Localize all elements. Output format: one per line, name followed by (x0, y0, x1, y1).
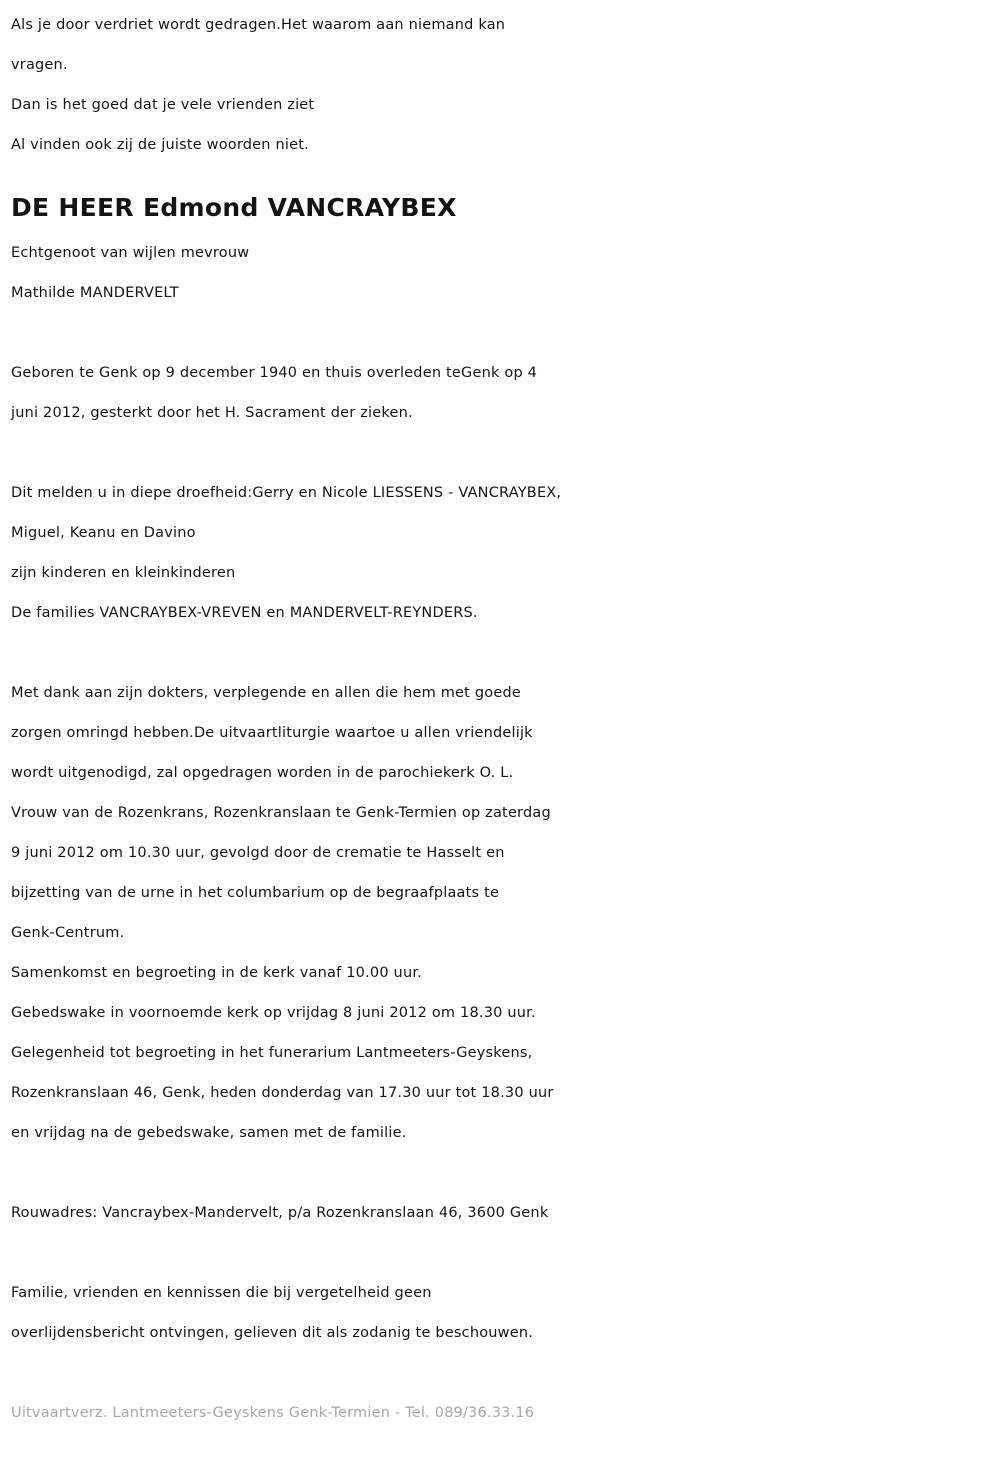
spacer (11, 1153, 991, 1193)
spouse-block (11, 233, 991, 313)
poem-block (11, 5, 991, 165)
spouse-line: Echtgenoot van wijlen mevrouw (11, 245, 250, 261)
family-line: Miguel, Keanu en Davino (11, 525, 196, 541)
birth-death-block (11, 353, 991, 433)
notice-block (11, 1273, 991, 1353)
family-line: De families VANCRAYBEX-VREVEN en MANDERVELT-REYNDERS. (11, 605, 478, 621)
deceased-name: DE HEER Edmond VANCRAYBEX (11, 193, 457, 222)
ceremony-line: Samenkomst en begroeting in de kerk vanaf 10.00 uur. (11, 965, 422, 981)
ceremony-line: wordt uitgenodigd, zal opgedragen worden in de parochiekerk O. L. (11, 765, 514, 781)
spacer (11, 313, 991, 353)
ceremony-line: zorgen omringd hebben.De uitvaartliturgie waartoe u allen vriendelijk (11, 725, 533, 741)
poem-line: Als je door verdriet wordt gedragen.Het waarom aan niemand kan (11, 17, 506, 33)
ceremony-line: en vrijdag na de gebedswake, samen met de familie. (11, 1125, 407, 1141)
ceremony-line: 9 juni 2012 om 10.30 uur, gevolgd door de crematie te Hasselt en (11, 845, 505, 861)
ceremony-line: Vrouw van de Rozenkrans, Rozenkranslaan te Genk-Termien op zaterdag (11, 805, 551, 821)
family-line: zijn kinderen en kleinkinderen (11, 565, 236, 581)
poem-line: Al vinden ook zij de juiste woorden niet. (11, 137, 309, 153)
ceremony-line: Gebedswake in voornoemde kerk op vrijdag 8 juni 2012 om 18.30 uur. (11, 1005, 536, 1021)
poem-line: Dan is het goed dat je vele vrienden ziet (11, 97, 315, 113)
spacer (11, 633, 991, 673)
poem-line: vragen. (11, 57, 68, 73)
birth-death-line: Geboren te Genk op 9 december 1940 en thuis overleden teGenk op 4 (11, 365, 538, 381)
obituary-notice (11, 0, 991, 1433)
family-block (11, 473, 991, 633)
ceremony-line: Gelegenheid tot begroeting in het funerarium Lantmeeters-Geyskens, (11, 1045, 533, 1061)
ceremony-line: bijzetting van de urne in het columbarium op de begraafplaats te (11, 885, 500, 901)
ceremony-line: Genk-Centrum. (11, 925, 125, 941)
notice-line: Familie, vrienden en kennissen die bij vergetelheid geen (11, 1285, 432, 1301)
ceremony-block (11, 673, 991, 1153)
notice-line: overlijdensbericht ontvingen, gelieven dit als zodanig te beschouwen. (11, 1325, 534, 1341)
birth-death-line: juni 2012, gesterkt door het H. Sacrament der zieken. (11, 405, 413, 421)
ceremony-line: Rozenkranslaan 46, Genk, heden donderdag van 17.30 uur tot 18.30 uur (11, 1085, 554, 1101)
mourning-address: Rouwadres: Vancraybex-Mandervelt, p/a Rozenkranslaan 46, 3600 Genk (11, 1205, 549, 1221)
spacer (11, 433, 991, 473)
ceremony-line: Met dank aan zijn dokters, verplegende en allen die hem met goede (11, 685, 521, 701)
spacer (11, 1233, 991, 1273)
family-line: Dit melden u in diepe droefheid:Gerry en Nicole LIESSENS - VANCRAYBEX, (11, 485, 562, 501)
funeral-home-footer: Uitvaartverz. Lantmeeters-Geyskens Genk-Termien - Tel. 089/36.33.16 (11, 1405, 535, 1421)
spouse-name: Mathilde MANDERVELT (11, 285, 179, 301)
